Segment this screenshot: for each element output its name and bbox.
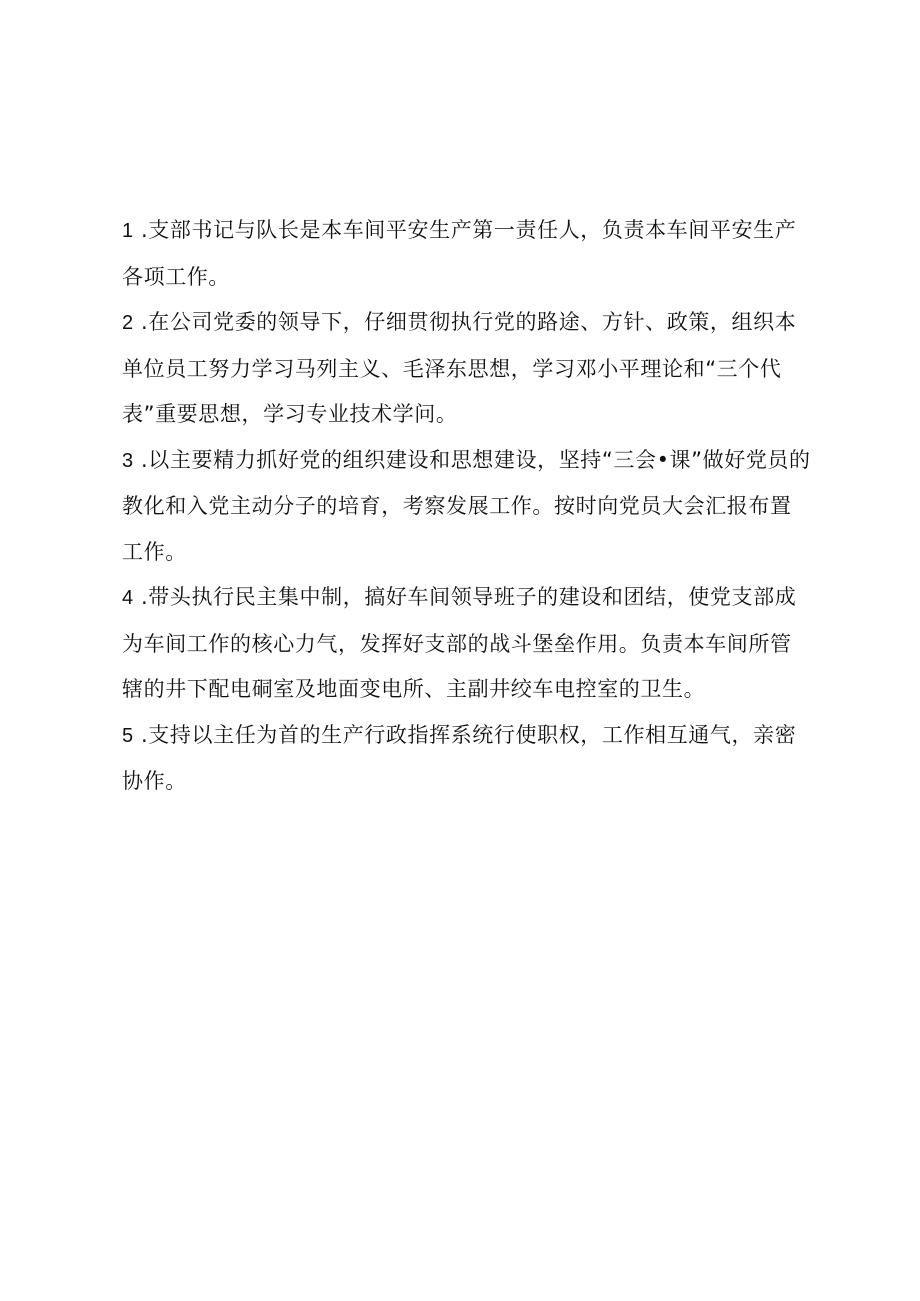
list-item-5: [122, 713, 812, 805]
list-item-1: [122, 208, 812, 300]
document-body: [122, 208, 812, 805]
item-number: 2: [122, 312, 134, 334]
item-text: .在公司党委的领导下，仔细贯彻执行党的路途、方针、政策，组织本单位员工努力学习马列主义、毛泽东思想，学习邓小平理论和“三个代表”重要思想，学习专业技术学问。: [122, 310, 797, 426]
list-item-2: [122, 300, 812, 438]
item-text: .以主要精力抓好党的组织建设和思想建设，坚持“三会•课”做好党员的教化和入党主动分子的培育，考察发展工作。按时向党员大会汇报布置工作。: [122, 447, 811, 564]
item-number: 3: [122, 449, 134, 472]
item-number: 5: [122, 724, 134, 747]
list-item-4: [122, 575, 812, 713]
item-text: .带头执行民主集中制，搞好车间领导班子的建设和团结，使党支部成为车间工作的核心力气，发挥好支部的战斗堡垒作用。负责本车间所管辖的井下配电硐室及地面变电所、主副井绞车电控室的卫生。: [122, 585, 797, 701]
list-item-3: [122, 438, 812, 576]
item-number: 4: [122, 587, 134, 609]
item-number: 1: [122, 220, 134, 242]
item-text: .支持以主任为首的生产行政指挥系统行使职权，工作相互通气，亲密协作。: [122, 722, 797, 793]
item-text: .支部书记与队长是本车间平安生产第一责任人，负责本车间平安生产各项工作。: [122, 218, 797, 289]
